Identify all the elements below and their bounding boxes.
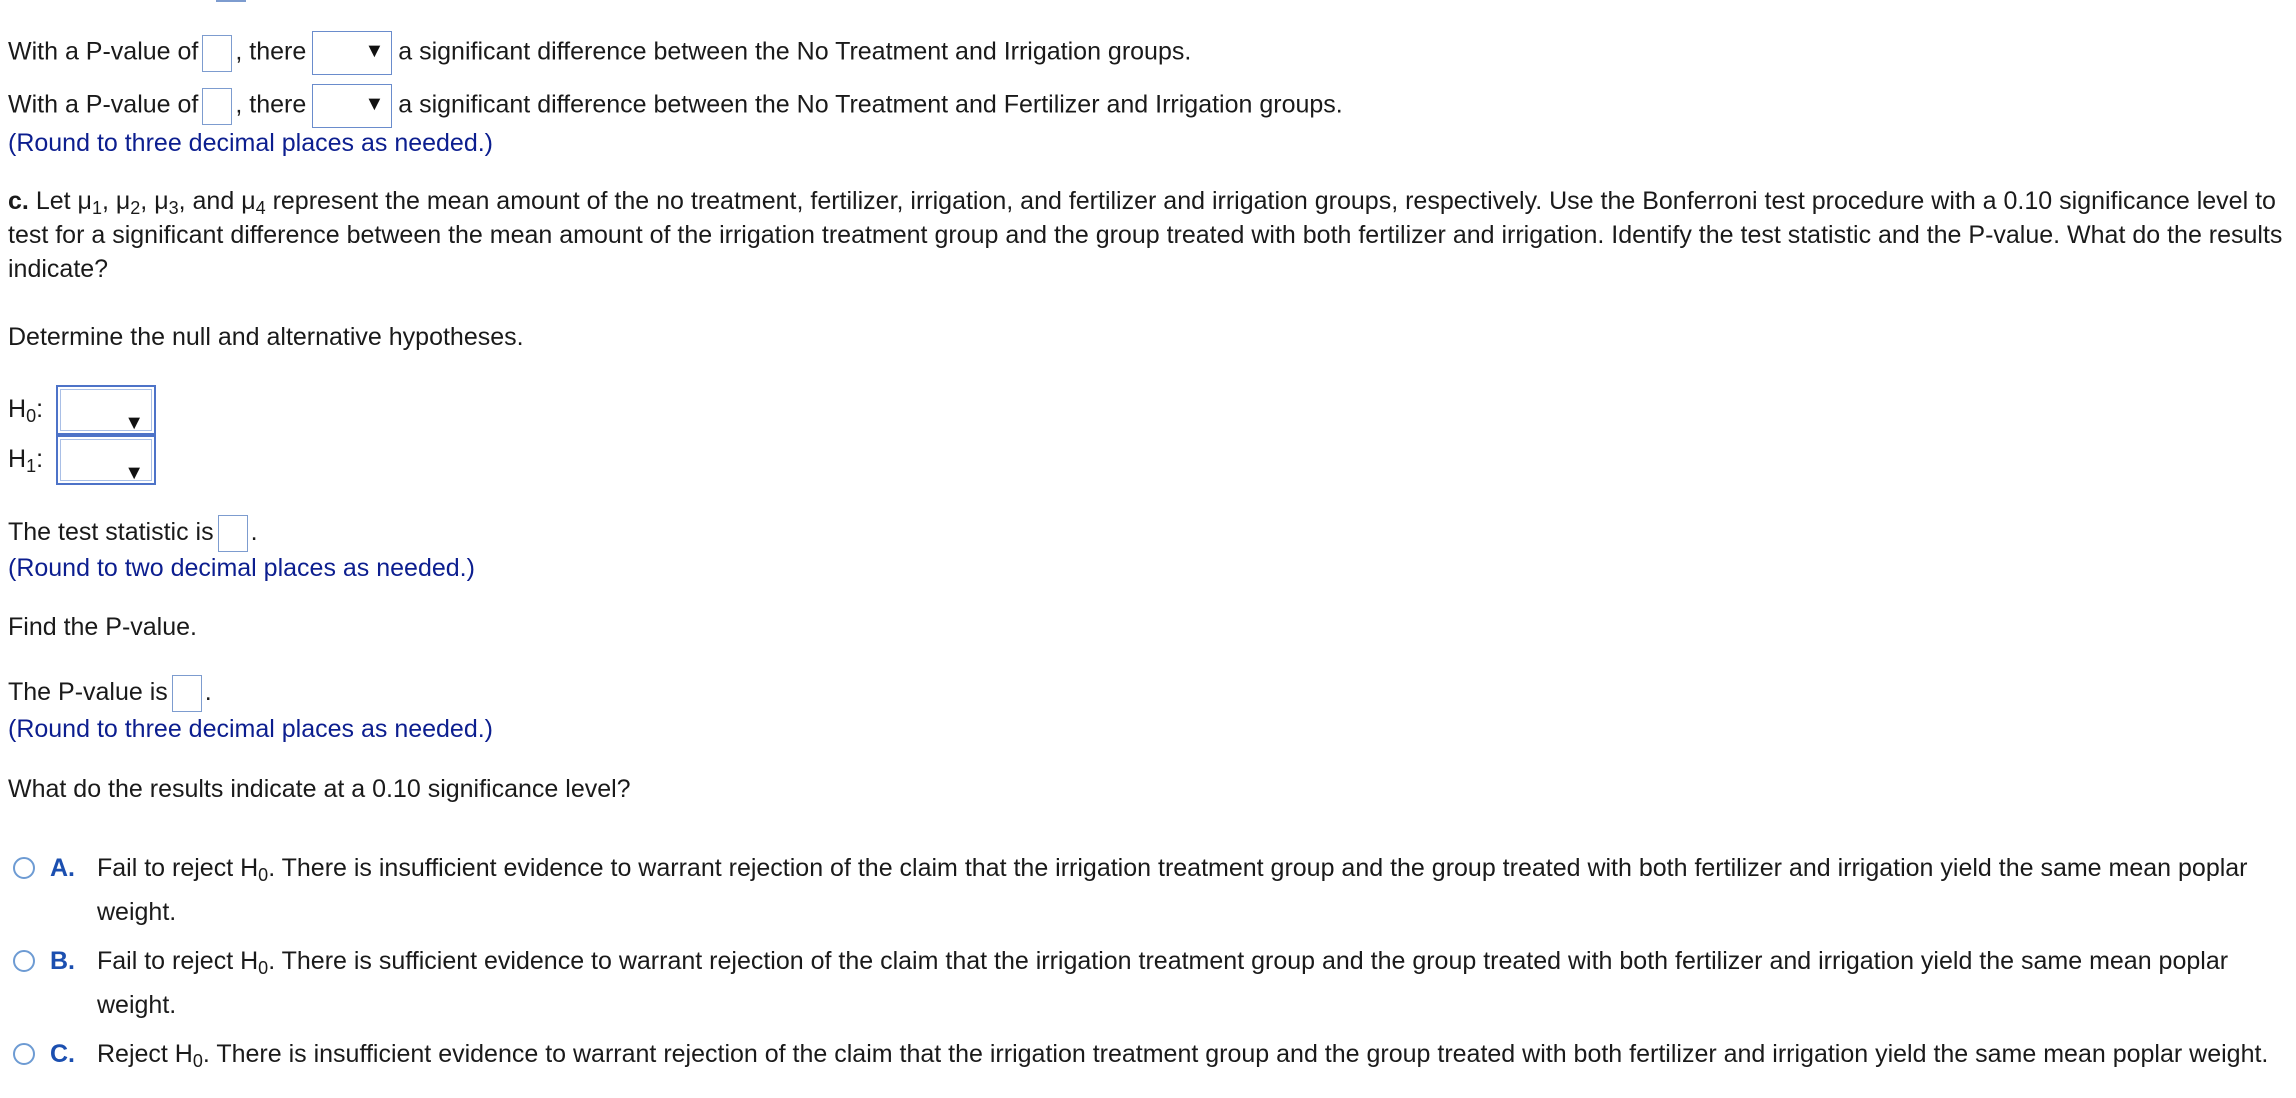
- option-text: Fail to reject $H_0$. There is insufficient evidence to warrant rejection of the claim that the irrigation treatment group and the group treated with both fertilizer and irrigation yield the same mean poplar weight.: [97, 854, 2248, 926]
- h0-dropdown[interactable]: [56, 385, 156, 435]
- pvalue-input-irrigation[interactable]: [202, 35, 232, 72]
- mu-1: $\mu_1$: [77, 187, 102, 218]
- part-c-body: represent the mean amount of the no treatment, fertilizer, irrigation, and fertilizer and irrigation groups, respectively. Use the Bonferroni test procedure with a 0.10 significance level to test for a significant difference between the mean amount of the irrigation treatment group and the group treated with both fertilizer and irrigation. Identify the test statistic and the P-value. What do the results indicate?: [8, 187, 2283, 283]
- round-note-two: (Round to two decimal places as needed.): [8, 554, 475, 582]
- chevron-down-icon: ▼: [364, 93, 385, 115]
- clipped-input-edge: [216, 0, 246, 2]
- row-mid: , there: [235, 90, 307, 119]
- pvalue-input[interactable]: [172, 675, 202, 712]
- mu-3: $\mu_3$: [154, 187, 179, 218]
- significance-dropdown-irrigation[interactable]: [312, 31, 392, 75]
- mu-2: $\mu_2$: [115, 187, 141, 218]
- pvalue-row: [8, 675, 212, 712]
- h1-row: [8, 434, 156, 485]
- row-suffix: a significant difference between the No Treatment and Fertilizer and Irrigation groups.: [398, 90, 1343, 119]
- chevron-down-icon: ▼: [124, 412, 144, 435]
- pvalue-row-fert-irrigation: [8, 84, 1343, 128]
- h0-label: $H_0$:: [8, 395, 44, 426]
- significance-dropdown-fert-irrigation[interactable]: [312, 84, 392, 128]
- pvalue-prefix: The P-value is: [8, 678, 168, 707]
- pvalue-row-irrigation: [8, 31, 1191, 75]
- row-prefix: With a P-value of: [8, 37, 199, 66]
- row-mid: , there: [235, 37, 307, 66]
- radio-a[interactable]: [13, 857, 35, 879]
- results-question: What do the results indicate at a 0.10 significance level?: [8, 775, 631, 803]
- find-pvalue: Find the P-value.: [8, 613, 197, 641]
- round-note-three: (Round to three decimal places as needed.): [8, 715, 494, 743]
- round-note: (Round to three decimal places as needed.): [8, 129, 494, 157]
- test-stat-prefix: The test statistic is: [8, 518, 214, 547]
- test-stat-suffix: .: [250, 518, 258, 547]
- option-text: Fail to reject $H_0$. There is sufficient evidence to warrant rejection of the claim that the irrigation treatment group and the group treated with both fertilizer and irrigation yield the same mean poplar weight.: [97, 947, 2229, 1019]
- chevron-down-icon: ▼: [364, 40, 385, 62]
- option-letter: A.: [50, 854, 75, 882]
- h0-row: [8, 384, 156, 435]
- test-statistic-input[interactable]: [218, 515, 248, 552]
- part-c-let: Let: [35, 187, 71, 215]
- part-label: c.: [8, 187, 29, 215]
- part-c-prompt: c. Let $\mu_1$, $\mu_2$, $\mu_3$, and $\mu_4$ represent the mean amount of the no treatment, fertilizer, irrigation, and fertilizer and irrigation groups, respectively. Use the Bonferroni test procedure with a 0.10 significance level to test for a significant difference between the mean amount of the irrigation treatment group and the group treated with both fertilizer and irrigation. Identify the test statistic and the P-value. What do the results indicate?: [8, 187, 2283, 283]
- row-suffix: a significant difference between the No Treatment and Irrigation groups.: [398, 37, 1192, 66]
- option-text: Reject $H_0$. There is insufficient evidence to warrant rejection of the claim that the irrigation treatment group and the group treated with both fertilizer and irrigation yield the same mean poplar weight.: [97, 1040, 2269, 1071]
- chevron-down-icon: ▼: [124, 462, 144, 485]
- radio-c[interactable]: [13, 1043, 35, 1065]
- radio-b[interactable]: [13, 950, 35, 972]
- test-statistic-row: [8, 515, 258, 552]
- part-c-and: and: [192, 187, 235, 215]
- h1-label: $H_1$:: [8, 445, 44, 476]
- row-prefix: With a P-value of: [8, 90, 199, 119]
- option-letter: C.: [50, 1040, 75, 1068]
- option-letter: B.: [50, 947, 75, 975]
- pvalue-suffix: .: [204, 678, 212, 707]
- mu-4: $\mu_4$: [241, 187, 266, 218]
- pvalue-input-fert-irrigation[interactable]: [202, 88, 232, 125]
- h1-dropdown[interactable]: [56, 435, 156, 485]
- determine-hypotheses: Determine the null and alternative hypotheses.: [8, 323, 524, 351]
